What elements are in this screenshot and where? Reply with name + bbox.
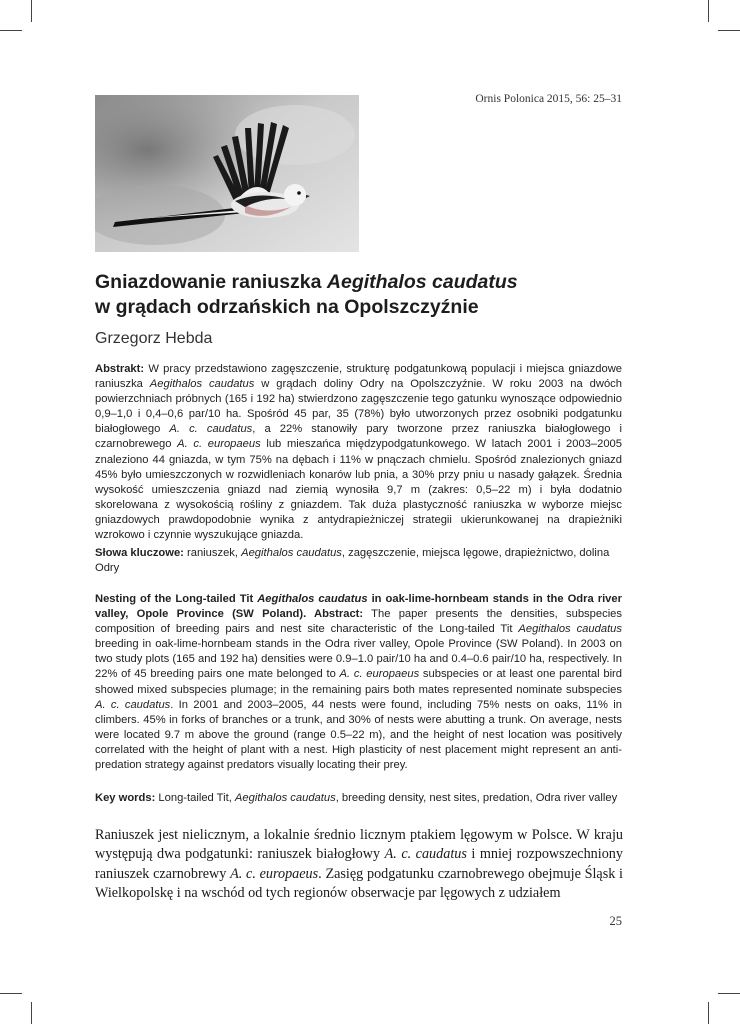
abstract-en-text: breeding in oak-lime-hornbeam stands in the Odra river valley, Opole Province (SW Poland). In 2003 on two study plots (165 and 192 ha) densities were 0.9–1.0 pair/10 ha and 0.4–0.6 pair/10 ha, respectively. In 22% of 45 breeding pairs one mate belonged to bbox=[95, 638, 622, 681]
keywords-pl-label: Słowa kluczowe: bbox=[95, 547, 184, 559]
abstract-pl bbox=[95, 362, 622, 543]
keywords-en-italic: Aegithalos caudatus bbox=[234, 792, 336, 804]
abstract-en-text: subspecies or at least one parental bird showed mixed subspecies plumage; in the remaining pairs both mates represented nominate subspecies bbox=[95, 668, 623, 696]
title-line1: Gniazdowanie raniuszka bbox=[95, 271, 327, 293]
body-text: i mniej rozpowszechniony raniuszek czarnobrewy bbox=[95, 846, 623, 882]
abstract-en-italic: A. c. europaeus bbox=[339, 668, 420, 681]
abstract-en-title: Nesting of the Long-tailed Tit bbox=[95, 593, 258, 605]
keywords-pl-text: , zagęszczenie, miejsca lęgowe, drapieżnictwo, dolina Odry bbox=[95, 547, 610, 575]
crop-mark bbox=[0, 30, 22, 31]
keywords-pl-italic: Aegithalos caudatus bbox=[241, 547, 342, 559]
keywords-en-text: , breeding density, nest sites, predation, Odra river valley bbox=[335, 792, 618, 804]
keywords-pl-text: raniuszek, bbox=[183, 547, 242, 559]
abstract-pl-text: w grądach doliny Odry na Opolszczyźnie. W roku 2003 na dwóch powierzchniach próbnych (165 i 192 ha) stwierdzono zagęszczenie tego gatunku wynoszące odpowiednio 0,9–1,0 i 0,4–0,6 par/10 ha. Spośród 45 par, 35 (78%) było utworzonych przez osobniki podgatunku białogłowego bbox=[95, 378, 622, 436]
crop-mark bbox=[0, 993, 22, 994]
body-italic: A. c. caudatus bbox=[384, 846, 467, 863]
abstract-pl-label: Abstrakt: bbox=[95, 363, 145, 375]
abstract-en bbox=[95, 592, 622, 773]
abstract-en-title-italic: Aegithalos caudatus bbox=[257, 593, 368, 605]
author-name: Grzegorz Hebda bbox=[95, 330, 213, 347]
abstract-en-text: The paper presents the densities, subspecies composition of breeding pairs and nest site characteristic of the Long-tailed Tit bbox=[95, 608, 622, 636]
keywords-en-text: Long-tailed Tit, bbox=[155, 792, 235, 804]
crop-mark bbox=[708, 0, 709, 22]
bird-photo bbox=[95, 95, 359, 252]
abstract-pl-text: W pracy przedstawiono zagęszczenie, strukturę podgatunkową populacji i miejsca gniazdowe raniuszka bbox=[95, 363, 622, 391]
keywords-en-label: Key words: bbox=[95, 792, 156, 804]
crop-mark bbox=[718, 30, 740, 31]
body-paragraph bbox=[95, 826, 623, 903]
journal-reference: Ornis Polonica 2015, 56: 25–31 bbox=[475, 93, 622, 105]
article-title bbox=[95, 270, 655, 320]
long-tailed-tit-photo-icon bbox=[95, 95, 359, 252]
abstract-pl-text: lub mieszańca międzypodgatunkowego. W latach 2001 i 2003–2005 znaleziono 44 gniazda, w tym 75% na dębach i 11% w pnączach chmielu. Spośród znalezionych gniazd 45% było umieszczonych w rozwidleniach konarów lub pnia, a 30% przy pniu u nasady gałązek. Średnia wysokość umieszczenia gniazd nad ziemią wynosiła 9,7 m (zakres: 0,5–22 m) i była dodatnio skorelowana z wysokością rośliny z gniazdem. Tak duża plastyczność raniuszka w wyborze miejsc gniazdowych prawdopodobnie wynika z antydrapieżniczej strategii ukierunkowanej na drapieżniki wzrokowo i czynnie wyszukujące gniazda. bbox=[95, 438, 622, 542]
abstract-en-italic: Aegithalos caudatus bbox=[518, 623, 622, 636]
page-number: 25 bbox=[609, 914, 622, 928]
abstract-en-text: . In 2001 and 2003–2005, 44 nests were found, including 75% nests on oaks, 11% in climbers. 45% in forks of branches or a trunk, and 30% of nests were abutting a trunk. On average, nests were located 9.7 m above the ground (range 0.5–22 m), and the height of nest location was positively correlated with the height of plant with a nest. High plasticity of nest placement might represent an anti-predation strategy against predators visually locating their prey. bbox=[95, 698, 622, 772]
abstract-pl-text: , a 22% stanowiły pary tworzone przez raniuszka białogłowego i czarnobrewego bbox=[95, 423, 622, 451]
crop-mark bbox=[31, 0, 32, 22]
title-species: Aegithalos caudatus bbox=[326, 271, 518, 293]
crop-mark bbox=[31, 1002, 32, 1024]
keywords-en bbox=[95, 791, 622, 806]
title-line2: w grądach odrzańskich na Opolszczyźnie bbox=[95, 296, 479, 318]
crop-mark bbox=[718, 993, 740, 994]
abstract-en-title: in oak-lime-hornbeam stands in the Odra river valley, Opole Province (SW Poland). Abstract: bbox=[95, 593, 622, 621]
abstract-pl-italic: Aegithalos caudatus bbox=[149, 378, 255, 391]
abstract-en-italic: A. c. caudatus bbox=[95, 698, 171, 711]
body-text: Raniuszek jest nielicznym, a lokalnie średnio licznym ptakiem lęgowym w Polsce. W kraju występują dwa podgatunki: raniuszek białogłowy bbox=[95, 827, 623, 863]
abstract-pl-italic: A. c. europaeus bbox=[177, 438, 261, 451]
body-text: . Zasięg podgatunku czarnobrewego obejmuje Śląsk i Wielkopolskę i na wschód od tych regionów obserwacje par lęgowych z udziałem bbox=[95, 865, 624, 901]
abstract-pl-italic: A. c. caudatus bbox=[169, 423, 253, 436]
keywords-pl bbox=[95, 546, 622, 576]
body-italic: A. c. europaeus bbox=[230, 865, 319, 882]
crop-mark bbox=[708, 1002, 709, 1024]
